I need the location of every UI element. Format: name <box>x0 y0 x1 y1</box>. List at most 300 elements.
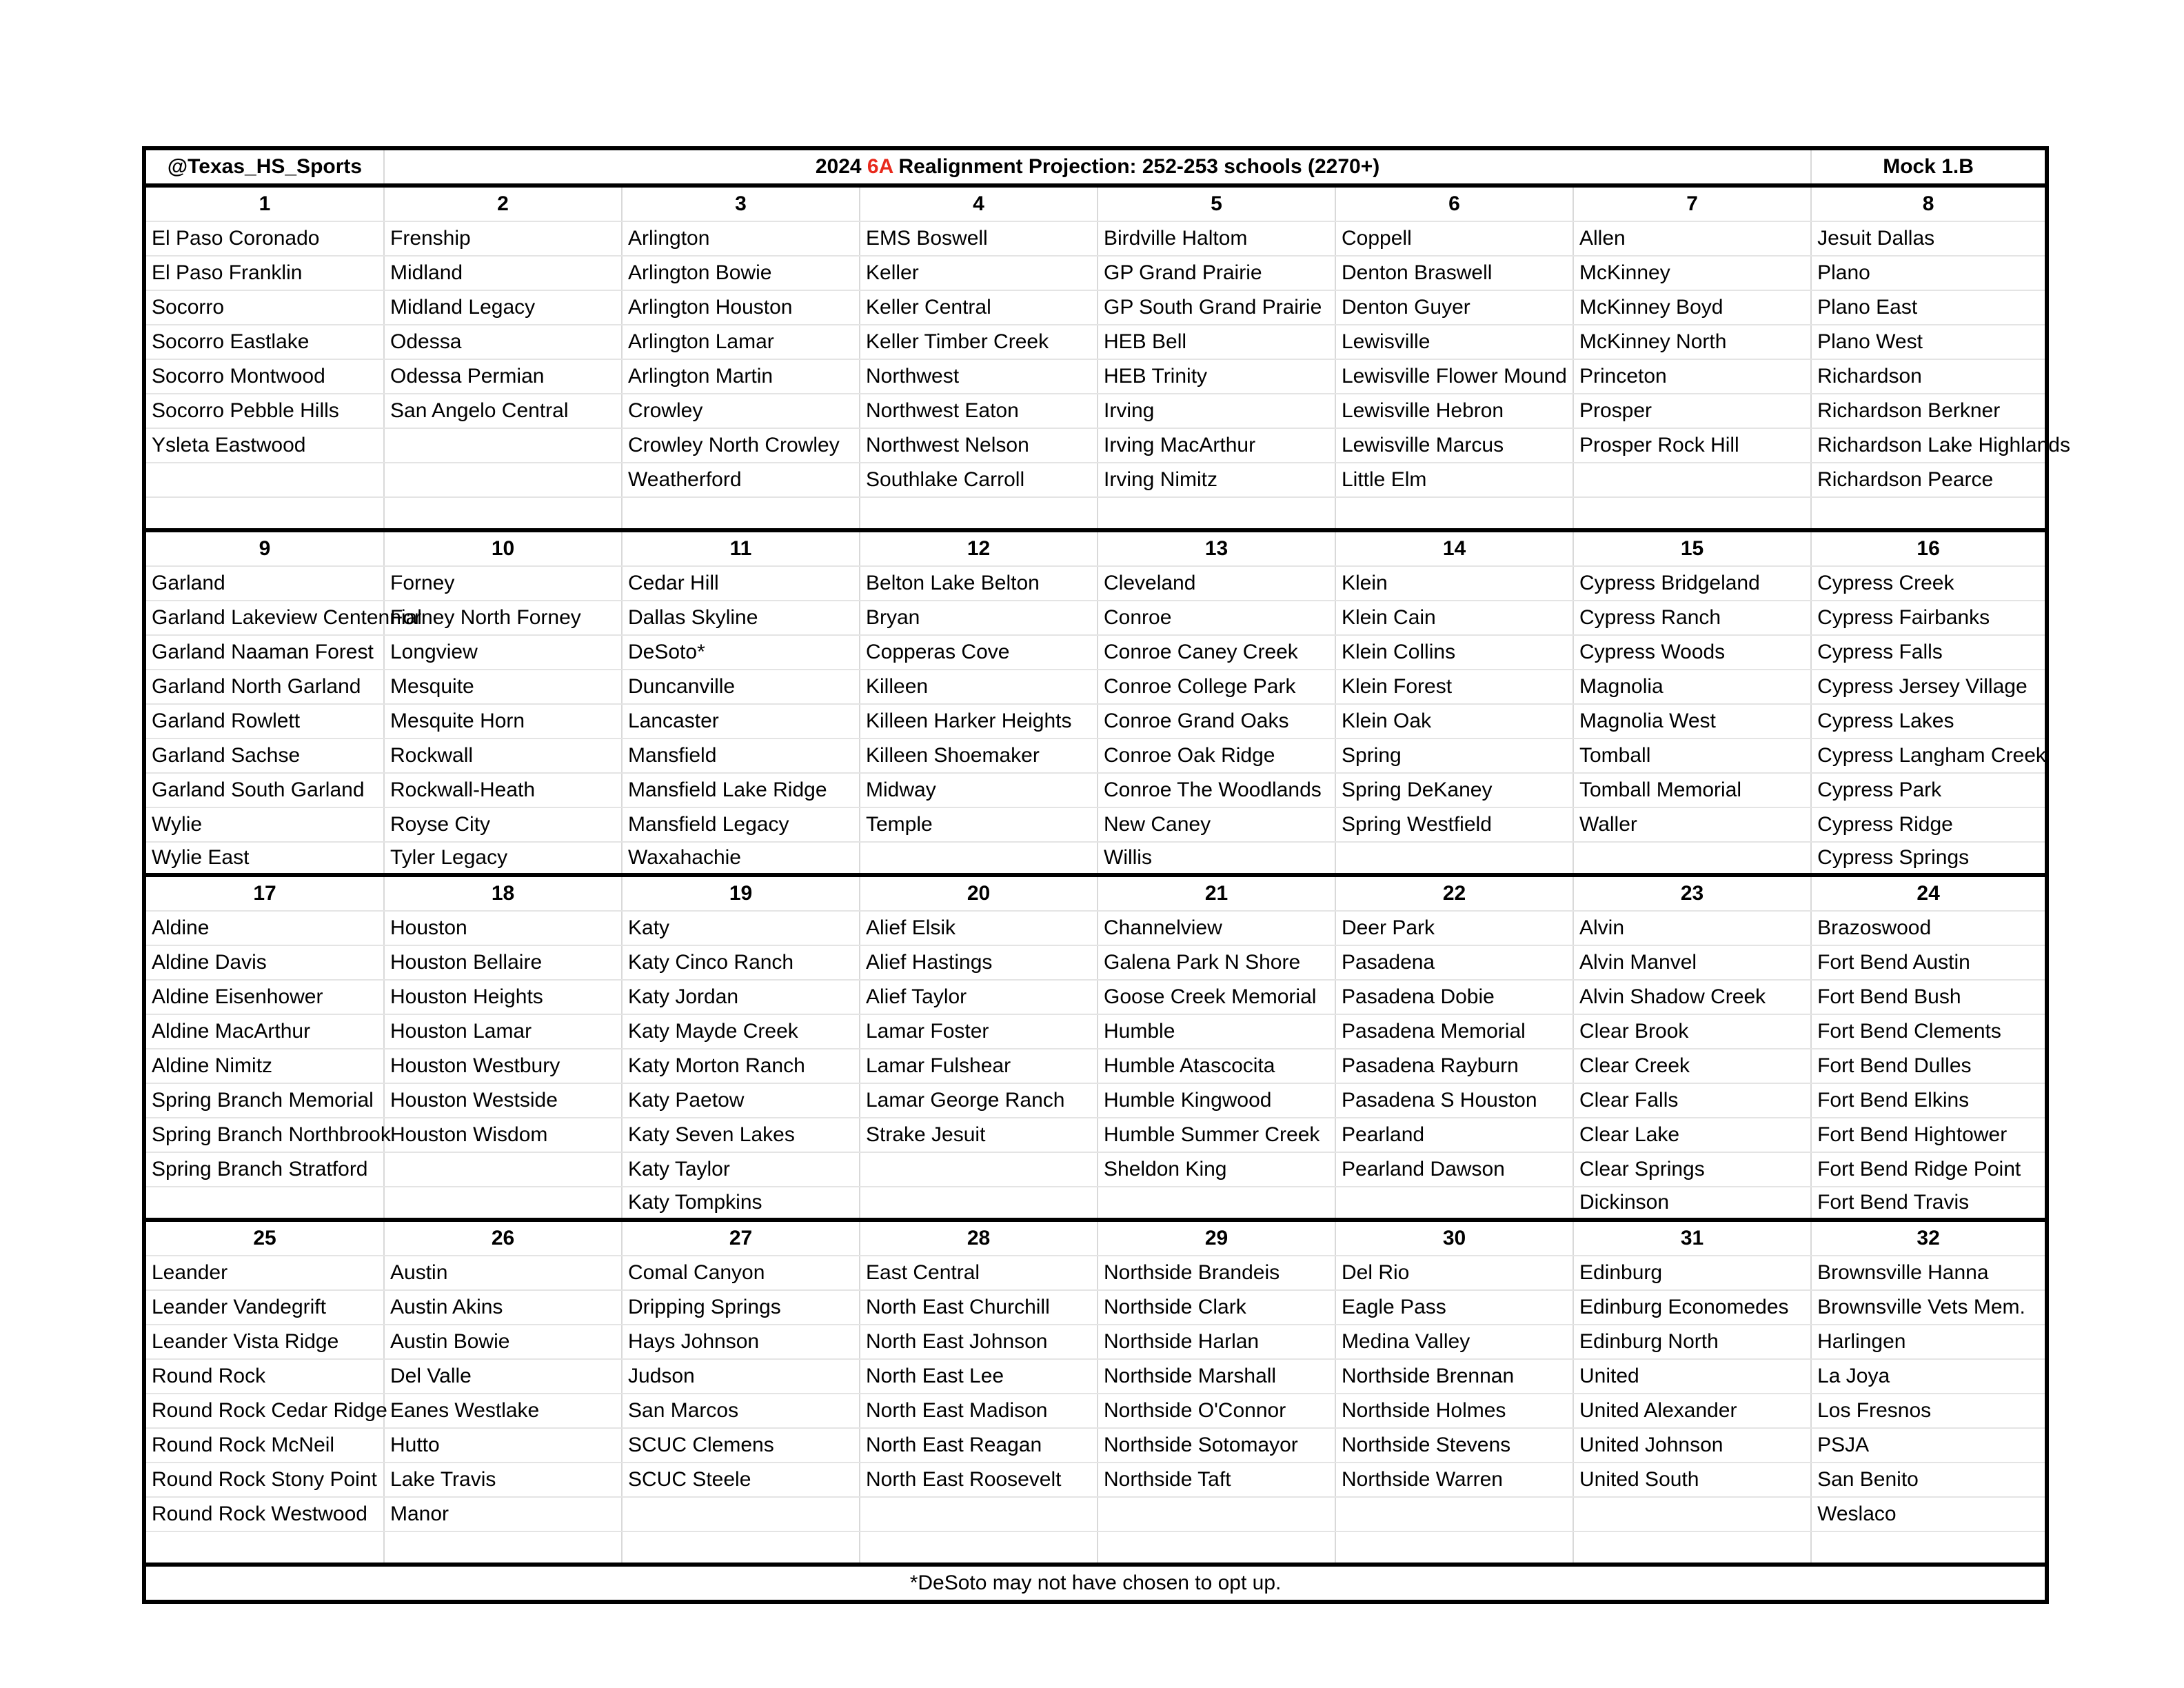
school-cell: Pasadena Dobie <box>1335 980 1573 1014</box>
school-row <box>146 773 2045 807</box>
school-cell: Katy Cinco Ranch <box>622 945 860 980</box>
school-cell: Forney North Forney <box>384 601 622 635</box>
school-cell: Tomball Memorial <box>1573 773 1811 807</box>
school-cell: Pasadena <box>1335 945 1573 980</box>
school-row <box>146 1325 2045 1359</box>
school-cell: San Angelo Central <box>384 394 622 428</box>
school-cell: Katy Jordan <box>622 980 860 1014</box>
school-cell <box>860 497 1098 530</box>
school-cell: Katy Mayde Creek <box>622 1014 860 1049</box>
school-cell: Northside Harlan <box>1098 1325 1335 1359</box>
school-cell: Humble Summer Creek <box>1098 1118 1335 1152</box>
district-number: 1 <box>146 185 384 221</box>
school-cell: Ysleta Eastwood <box>146 428 384 463</box>
school-cell: McKinney <box>1573 256 1811 290</box>
school-cell: Cypress Jersey Village <box>1811 670 2045 704</box>
school-cell: Northwest Nelson <box>860 428 1098 463</box>
school-cell: East Central <box>860 1256 1098 1290</box>
school-cell: San Benito <box>1811 1463 2045 1497</box>
school-cell: Jesuit Dallas <box>1811 221 2045 256</box>
district-number-row <box>146 185 2045 221</box>
school-cell: Coppell <box>1335 221 1573 256</box>
school-cell: Cedar Hill <box>622 566 860 601</box>
school-cell: Northside Clark <box>1098 1290 1335 1325</box>
school-cell: Klein Forest <box>1335 670 1573 704</box>
school-cell: Lake Travis <box>384 1463 622 1497</box>
realignment-table <box>146 150 2070 1600</box>
school-cell: Richardson Lake Highlands <box>1811 428 2045 463</box>
school-row <box>146 1083 2045 1118</box>
school-cell <box>1573 463 1811 497</box>
school-cell: Strake Jesuit <box>860 1118 1098 1152</box>
school-cell: Magnolia <box>1573 670 1811 704</box>
district-number: 12 <box>860 530 1098 566</box>
school-cell <box>1098 497 1335 530</box>
school-cell: Richardson <box>1811 359 2045 394</box>
school-cell: La Joya <box>1811 1359 2045 1394</box>
footnote: *DeSoto may not have chosen to opt up. <box>146 1565 2045 1600</box>
school-cell: Dallas Skyline <box>622 601 860 635</box>
school-cell <box>1335 1497 1573 1531</box>
district-number: 24 <box>1811 875 2045 911</box>
district-number: 17 <box>146 875 384 911</box>
district-number: 22 <box>1335 875 1573 911</box>
school-row <box>146 704 2045 738</box>
district-number: 21 <box>1098 875 1335 911</box>
school-cell: Mesquite Horn <box>384 704 622 738</box>
school-cell <box>1573 1531 1811 1565</box>
school-cell: Waller <box>1573 807 1811 842</box>
district-number: 15 <box>1573 530 1811 566</box>
school-cell <box>146 1531 384 1565</box>
school-cell: Brownsville Vets Mem. <box>1811 1290 2045 1325</box>
school-cell: Houston Lamar <box>384 1014 622 1049</box>
school-cell: Magnolia West <box>1573 704 1811 738</box>
school-cell: Austin Akins <box>384 1290 622 1325</box>
school-row <box>146 1256 2045 1290</box>
school-cell: Katy Morton Ranch <box>622 1049 860 1083</box>
realignment-sheet <box>142 146 2070 1604</box>
district-number: 7 <box>1573 185 1811 221</box>
school-row <box>146 945 2045 980</box>
page-title <box>384 150 1811 185</box>
school-cell: Northside Taft <box>1098 1463 1335 1497</box>
school-cell: Katy Seven Lakes <box>622 1118 860 1152</box>
school-cell: Katy Paetow <box>622 1083 860 1118</box>
title-suffix: Realignment Projection: 252-253 schools (2270+) <box>893 155 1380 178</box>
school-cell: Garland South Garland <box>146 773 384 807</box>
school-cell: Northside O'Connor <box>1098 1394 1335 1428</box>
school-cell: Frenship <box>384 221 622 256</box>
school-cell <box>384 1531 622 1565</box>
school-cell: Denton Guyer <box>1335 290 1573 325</box>
school-cell: Klein Oak <box>1335 704 1573 738</box>
school-cell: Fort Bend Clements <box>1811 1014 2045 1049</box>
school-cell: Socorro Montwood <box>146 359 384 394</box>
school-cell: Irving MacArthur <box>1098 428 1335 463</box>
school-row <box>146 1152 2045 1187</box>
school-cell: Fort Bend Ridge Point <box>1811 1152 2045 1187</box>
school-cell: Alvin <box>1573 911 1811 945</box>
school-row <box>146 359 2045 394</box>
district-number: 30 <box>1335 1220 1573 1256</box>
school-cell <box>1573 1497 1811 1531</box>
district-number: 16 <box>1811 530 2045 566</box>
school-cell: Richardson Pearce <box>1811 463 2045 497</box>
school-row <box>146 463 2045 497</box>
school-row <box>146 256 2045 290</box>
school-row <box>146 601 2045 635</box>
school-row <box>146 1531 2045 1565</box>
school-cell <box>384 428 622 463</box>
school-cell: Judson <box>622 1359 860 1394</box>
school-row <box>146 428 2045 463</box>
school-cell: Belton Lake Belton <box>860 566 1098 601</box>
school-cell: San Marcos <box>622 1394 860 1428</box>
school-cell: Odessa <box>384 325 622 359</box>
district-number: 11 <box>622 530 860 566</box>
school-cell: Midland <box>384 256 622 290</box>
school-cell: Alvin Shadow Creek <box>1573 980 1811 1014</box>
district-number: 9 <box>146 530 384 566</box>
school-cell: Katy Taylor <box>622 1152 860 1187</box>
school-cell: Mesquite <box>384 670 622 704</box>
school-row <box>146 290 2045 325</box>
school-cell: Fort Bend Bush <box>1811 980 2045 1014</box>
school-row <box>146 1187 2045 1220</box>
school-cell: Garland North Garland <box>146 670 384 704</box>
district-number: 23 <box>1573 875 1811 911</box>
school-cell: GP Grand Prairie <box>1098 256 1335 290</box>
school-row <box>146 1290 2045 1325</box>
school-cell <box>146 497 384 530</box>
school-cell: Leander Vandegrift <box>146 1290 384 1325</box>
school-row <box>146 325 2045 359</box>
school-cell: Leander <box>146 1256 384 1290</box>
district-number: 6 <box>1335 185 1573 221</box>
school-cell: Galena Park N Shore <box>1098 945 1335 980</box>
school-cell: Northwest <box>860 359 1098 394</box>
school-cell <box>622 1497 860 1531</box>
school-cell <box>860 1531 1098 1565</box>
school-cell: Prosper Rock Hill <box>1573 428 1811 463</box>
school-cell: Round Rock <box>146 1359 384 1394</box>
district-number-row <box>146 875 2045 911</box>
school-row <box>146 1497 2045 1531</box>
school-cell: North East Reagan <box>860 1428 1098 1463</box>
school-cell: El Paso Franklin <box>146 256 384 290</box>
school-cell: Eanes Westlake <box>384 1394 622 1428</box>
school-row <box>146 635 2045 670</box>
school-cell: Sheldon King <box>1098 1152 1335 1187</box>
school-cell: Crowley <box>622 394 860 428</box>
school-cell: Humble Atascocita <box>1098 1049 1335 1083</box>
school-cell: Channelview <box>1098 911 1335 945</box>
school-cell: Del Valle <box>384 1359 622 1394</box>
school-cell: Del Rio <box>1335 1256 1573 1290</box>
school-cell: United South <box>1573 1463 1811 1497</box>
school-cell <box>1098 1187 1335 1220</box>
school-cell: Northside Brandeis <box>1098 1256 1335 1290</box>
school-cell: Fort Bend Travis <box>1811 1187 2045 1220</box>
school-cell: Socorro Pebble Hills <box>146 394 384 428</box>
school-cell: Pearland Dawson <box>1335 1152 1573 1187</box>
school-cell: Edinburg North <box>1573 1325 1811 1359</box>
district-number: 4 <box>860 185 1098 221</box>
school-cell: Copperas Cove <box>860 635 1098 670</box>
school-cell: DeSoto* <box>622 635 860 670</box>
school-cell: Allen <box>1573 221 1811 256</box>
school-cell: Wylie <box>146 807 384 842</box>
title-prefix: 2024 <box>815 155 867 178</box>
school-cell: Killeen Shoemaker <box>860 738 1098 773</box>
school-cell: Longview <box>384 635 622 670</box>
district-number: 26 <box>384 1220 622 1256</box>
school-cell: Harlingen <box>1811 1325 2045 1359</box>
school-row <box>146 1394 2045 1428</box>
school-cell: EMS Boswell <box>860 221 1098 256</box>
district-number: 10 <box>384 530 622 566</box>
school-cell: Socorro Eastlake <box>146 325 384 359</box>
school-row <box>146 497 2045 530</box>
school-cell: Klein Collins <box>1335 635 1573 670</box>
school-cell: Round Rock Cedar Ridge <box>146 1394 384 1428</box>
school-cell: Clear Creek <box>1573 1049 1811 1083</box>
school-cell <box>1335 497 1573 530</box>
school-cell <box>384 1187 622 1220</box>
school-cell: Aldine MacArthur <box>146 1014 384 1049</box>
district-number: 20 <box>860 875 1098 911</box>
school-cell: Houston Wisdom <box>384 1118 622 1152</box>
school-cell: Fort Bend Austin <box>1811 945 2045 980</box>
school-cell: Cypress Ranch <box>1573 601 1811 635</box>
school-cell: Crowley North Crowley <box>622 428 860 463</box>
school-cell: SCUC Clemens <box>622 1428 860 1463</box>
school-cell: Cypress Bridgeland <box>1573 566 1811 601</box>
school-cell: Killeen <box>860 670 1098 704</box>
school-cell: Spring Branch Northbrook <box>146 1118 384 1152</box>
school-cell: Los Fresnos <box>1811 1394 2045 1428</box>
school-row <box>146 738 2045 773</box>
school-cell: Lancaster <box>622 704 860 738</box>
school-cell: Pearland <box>1335 1118 1573 1152</box>
school-cell: Northside Sotomayor <box>1098 1428 1335 1463</box>
school-cell: Spring <box>1335 738 1573 773</box>
school-cell: Conroe Oak Ridge <box>1098 738 1335 773</box>
school-cell: Fort Bend Dulles <box>1811 1049 2045 1083</box>
school-cell: Cypress Park <box>1811 773 2045 807</box>
school-cell: Round Rock McNeil <box>146 1428 384 1463</box>
school-cell: Dickinson <box>1573 1187 1811 1220</box>
school-cell <box>1811 497 2045 530</box>
school-cell: Northside Warren <box>1335 1463 1573 1497</box>
school-cell: Northside Brennan <box>1335 1359 1573 1394</box>
school-cell: Aldine Nimitz <box>146 1049 384 1083</box>
school-cell <box>1335 1187 1573 1220</box>
school-cell <box>384 463 622 497</box>
school-cell: Fort Bend Elkins <box>1811 1083 2045 1118</box>
school-cell: Houston Westside <box>384 1083 622 1118</box>
school-cell: Weatherford <box>622 463 860 497</box>
school-cell: Rockwall-Heath <box>384 773 622 807</box>
school-cell: Garland Naaman Forest <box>146 635 384 670</box>
school-row <box>146 1014 2045 1049</box>
school-cell: Conroe College Park <box>1098 670 1335 704</box>
school-cell: Cypress Ridge <box>1811 807 2045 842</box>
school-cell: Eagle Pass <box>1335 1290 1573 1325</box>
school-cell: North East Lee <box>860 1359 1098 1394</box>
school-cell: Midland Legacy <box>384 290 622 325</box>
school-cell: Socorro <box>146 290 384 325</box>
school-cell: Lewisville Hebron <box>1335 394 1573 428</box>
mock-label: Mock 1.B <box>1811 150 2045 185</box>
school-cell: Princeton <box>1573 359 1811 394</box>
school-cell: Rockwall <box>384 738 622 773</box>
district-number: 28 <box>860 1220 1098 1256</box>
school-cell: HEB Trinity <box>1098 359 1335 394</box>
school-cell: Northside Marshall <box>1098 1359 1335 1394</box>
school-cell: Brazoswood <box>1811 911 2045 945</box>
school-row <box>146 911 2045 945</box>
school-cell: Forney <box>384 566 622 601</box>
school-cell: Hays Johnson <box>622 1325 860 1359</box>
school-cell: Austin Bowie <box>384 1325 622 1359</box>
school-row <box>146 1428 2045 1463</box>
school-cell: Hutto <box>384 1428 622 1463</box>
school-row <box>146 980 2045 1014</box>
school-cell: Mansfield <box>622 738 860 773</box>
school-cell <box>1098 1531 1335 1565</box>
school-cell: Keller <box>860 256 1098 290</box>
school-cell: Plano <box>1811 256 2045 290</box>
school-row <box>146 1463 2045 1497</box>
school-cell: McKinney North <box>1573 325 1811 359</box>
school-cell: Deer Park <box>1335 911 1573 945</box>
district-number: 3 <box>622 185 860 221</box>
school-cell: New Caney <box>1098 807 1335 842</box>
school-cell: Round Rock Stony Point <box>146 1463 384 1497</box>
school-cell <box>1573 842 1811 875</box>
school-cell: Cypress Fairbanks <box>1811 601 2045 635</box>
school-cell <box>1335 842 1573 875</box>
school-cell: Weslaco <box>1811 1497 2045 1531</box>
school-cell <box>146 1187 384 1220</box>
school-cell: Mansfield Legacy <box>622 807 860 842</box>
school-cell: Lamar Fulshear <box>860 1049 1098 1083</box>
school-cell: Plano West <box>1811 325 2045 359</box>
school-cell: Alief Taylor <box>860 980 1098 1014</box>
school-cell <box>860 1497 1098 1531</box>
school-cell <box>1098 1497 1335 1531</box>
school-cell: Round Rock Westwood <box>146 1497 384 1531</box>
school-cell: McKinney Boyd <box>1573 290 1811 325</box>
school-cell: Irving <box>1098 394 1335 428</box>
school-cell: Lewisville Marcus <box>1335 428 1573 463</box>
school-cell <box>860 1187 1098 1220</box>
school-cell <box>384 1152 622 1187</box>
school-cell <box>860 842 1098 875</box>
school-cell: HEB Bell <box>1098 325 1335 359</box>
school-cell: Conroe <box>1098 601 1335 635</box>
school-cell: Fort Bend Hightower <box>1811 1118 2045 1152</box>
footnote-row <box>146 1565 2045 1600</box>
school-cell: Comal Canyon <box>622 1256 860 1290</box>
school-cell: Spring Westfield <box>1335 807 1573 842</box>
school-cell: Houston <box>384 911 622 945</box>
school-cell: Aldine Davis <box>146 945 384 980</box>
school-cell <box>384 497 622 530</box>
school-cell: Cleveland <box>1098 566 1335 601</box>
school-cell: Klein Cain <box>1335 601 1573 635</box>
school-cell: Alief Hastings <box>860 945 1098 980</box>
school-cell: Arlington Bowie <box>622 256 860 290</box>
school-cell: Irving Nimitz <box>1098 463 1335 497</box>
school-cell: Bryan <box>860 601 1098 635</box>
school-cell: Aldine Eisenhower <box>146 980 384 1014</box>
school-row <box>146 842 2045 875</box>
school-cell: Arlington Houston <box>622 290 860 325</box>
school-cell: Wylie East <box>146 842 384 875</box>
school-row <box>146 807 2045 842</box>
school-cell: Leander Vista Ridge <box>146 1325 384 1359</box>
school-cell: Clear Brook <box>1573 1014 1811 1049</box>
school-cell <box>146 463 384 497</box>
school-cell: Keller Timber Creek <box>860 325 1098 359</box>
school-cell <box>1811 1531 2045 1565</box>
school-cell: Medina Valley <box>1335 1325 1573 1359</box>
school-cell: GP South Grand Prairie <box>1098 290 1335 325</box>
school-cell: Temple <box>860 807 1098 842</box>
district-number: 25 <box>146 1220 384 1256</box>
school-cell: Northside Stevens <box>1335 1428 1573 1463</box>
school-cell: Lamar Foster <box>860 1014 1098 1049</box>
school-cell: Clear Falls <box>1573 1083 1811 1118</box>
district-number-row <box>146 1220 2045 1256</box>
school-cell: Richardson Berkner <box>1811 394 2045 428</box>
school-cell: Odessa Permian <box>384 359 622 394</box>
school-cell: Alief Elsik <box>860 911 1098 945</box>
district-number: 32 <box>1811 1220 2045 1256</box>
school-row <box>146 670 2045 704</box>
school-cell: Cypress Falls <box>1811 635 2045 670</box>
district-number: 18 <box>384 875 622 911</box>
school-cell: Dripping Springs <box>622 1290 860 1325</box>
school-cell: North East Churchill <box>860 1290 1098 1325</box>
school-cell: Brownsville Hanna <box>1811 1256 2045 1290</box>
school-cell: Houston Westbury <box>384 1049 622 1083</box>
school-row <box>146 566 2045 601</box>
school-cell: Tyler Legacy <box>384 842 622 875</box>
school-cell: Denton Braswell <box>1335 256 1573 290</box>
school-cell: Northside Holmes <box>1335 1394 1573 1428</box>
school-cell: Houston Heights <box>384 980 622 1014</box>
school-cell: Cypress Langham Creek <box>1811 738 2045 773</box>
school-cell: Conroe Caney Creek <box>1098 635 1335 670</box>
district-number: 14 <box>1335 530 1573 566</box>
school-cell: Killeen Harker Heights <box>860 704 1098 738</box>
school-cell: Katy Tompkins <box>622 1187 860 1220</box>
school-cell: North East Madison <box>860 1394 1098 1428</box>
school-cell: Mansfield Lake Ridge <box>622 773 860 807</box>
school-cell <box>622 1531 860 1565</box>
school-cell: PSJA <box>1811 1428 2045 1463</box>
school-cell: Katy <box>622 911 860 945</box>
school-cell: Pasadena Rayburn <box>1335 1049 1573 1083</box>
district-number: 5 <box>1098 185 1335 221</box>
district-number: 19 <box>622 875 860 911</box>
school-cell: Duncanville <box>622 670 860 704</box>
school-cell: Birdville Haltom <box>1098 221 1335 256</box>
